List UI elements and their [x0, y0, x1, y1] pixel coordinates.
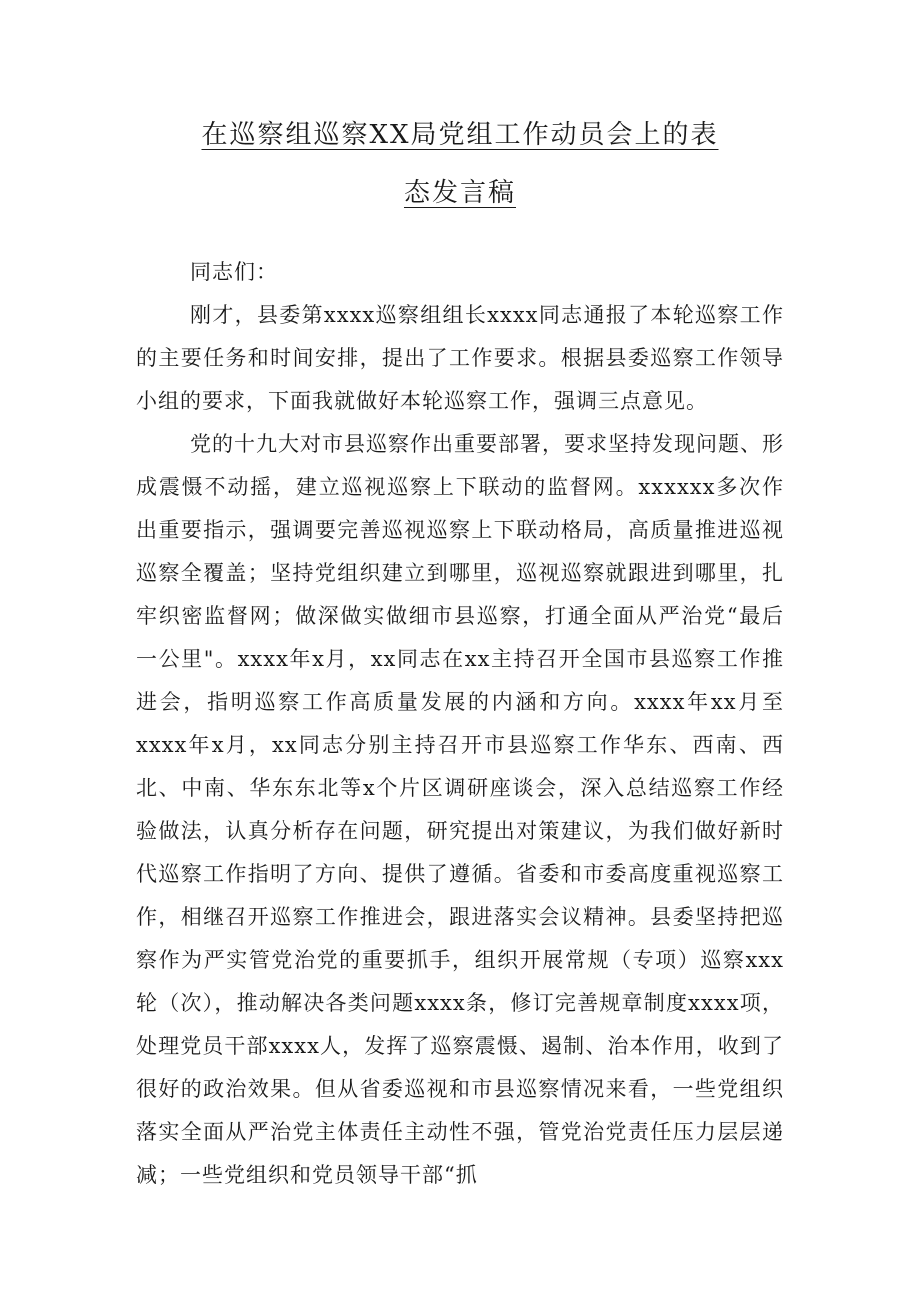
document-title-line-2	[0, 172, 920, 209]
document-title-text-1: 在巡察组巡察XX局党组工作动员会上的表	[201, 120, 719, 150]
paragraph-2: 党的十九大对市县巡察作出重要部署，要求坚持发现问题、形成震慑不动摇，建立巡视巡察上下联动的监督网。xxxxxx多次作出重要指示，强调要完善巡视巡察上下联动格局，高质量推进巡视巡察全覆盖；坚持党组织建立到哪里，巡视巡察就跟进到哪里，扎牢织密监督网；做深做实做细市县巡察，打通全面从严治党“最后一公里"。xxxx年x月，xx同志在xx主持召开全国市县巡察工作推进会，指明巡察工作高质量发展的内涵和方向。xxxx年xx月至xxxx年x月，xx同志分别主持召开市县巡察工作华东、西南、西北、中南、华东东北等x个片区调研座谈会，深入总结巡察工作经验做法，认真分析存在问题，研究提出对策建议，为我们做好新时代巡察工作指明了方向、提供了遵循。省委和市委高度重视巡察工作，相继召开巡察工作推进会，跟进落实会议精神。县委坚持把巡察作为严实管党治党的重要抓手，组织开展常规（专项）巡察xxx轮（次），推动解决各类问题xxxx条，修订完善规章制度xxxx项，处理党员干部xxxx人，发挥了巡察震慑、遏制、治本作用，收到了很好的政治效果。但从省委巡视和市县巡察情况来看，一些党组织落实全面从严治党主体责任主动性不强，管党治党责任压力层层递减；一些党组织和党员领导干部“抓	[136, 432, 784, 1187]
paragraph-1: 刚才，县委第xxxx巡察组组长xxxx同志通报了本轮巡察工作的主要任务和时间安排，提出了工作要求。根据县委巡察工作领导小组的要求，下面我就做好本轮巡察工作，强调三点意见。	[136, 303, 784, 413]
document-title-line-1	[0, 114, 920, 151]
salutation: 同志们：	[190, 260, 278, 284]
document-title-text-2: 态发言稿	[403, 178, 516, 208]
